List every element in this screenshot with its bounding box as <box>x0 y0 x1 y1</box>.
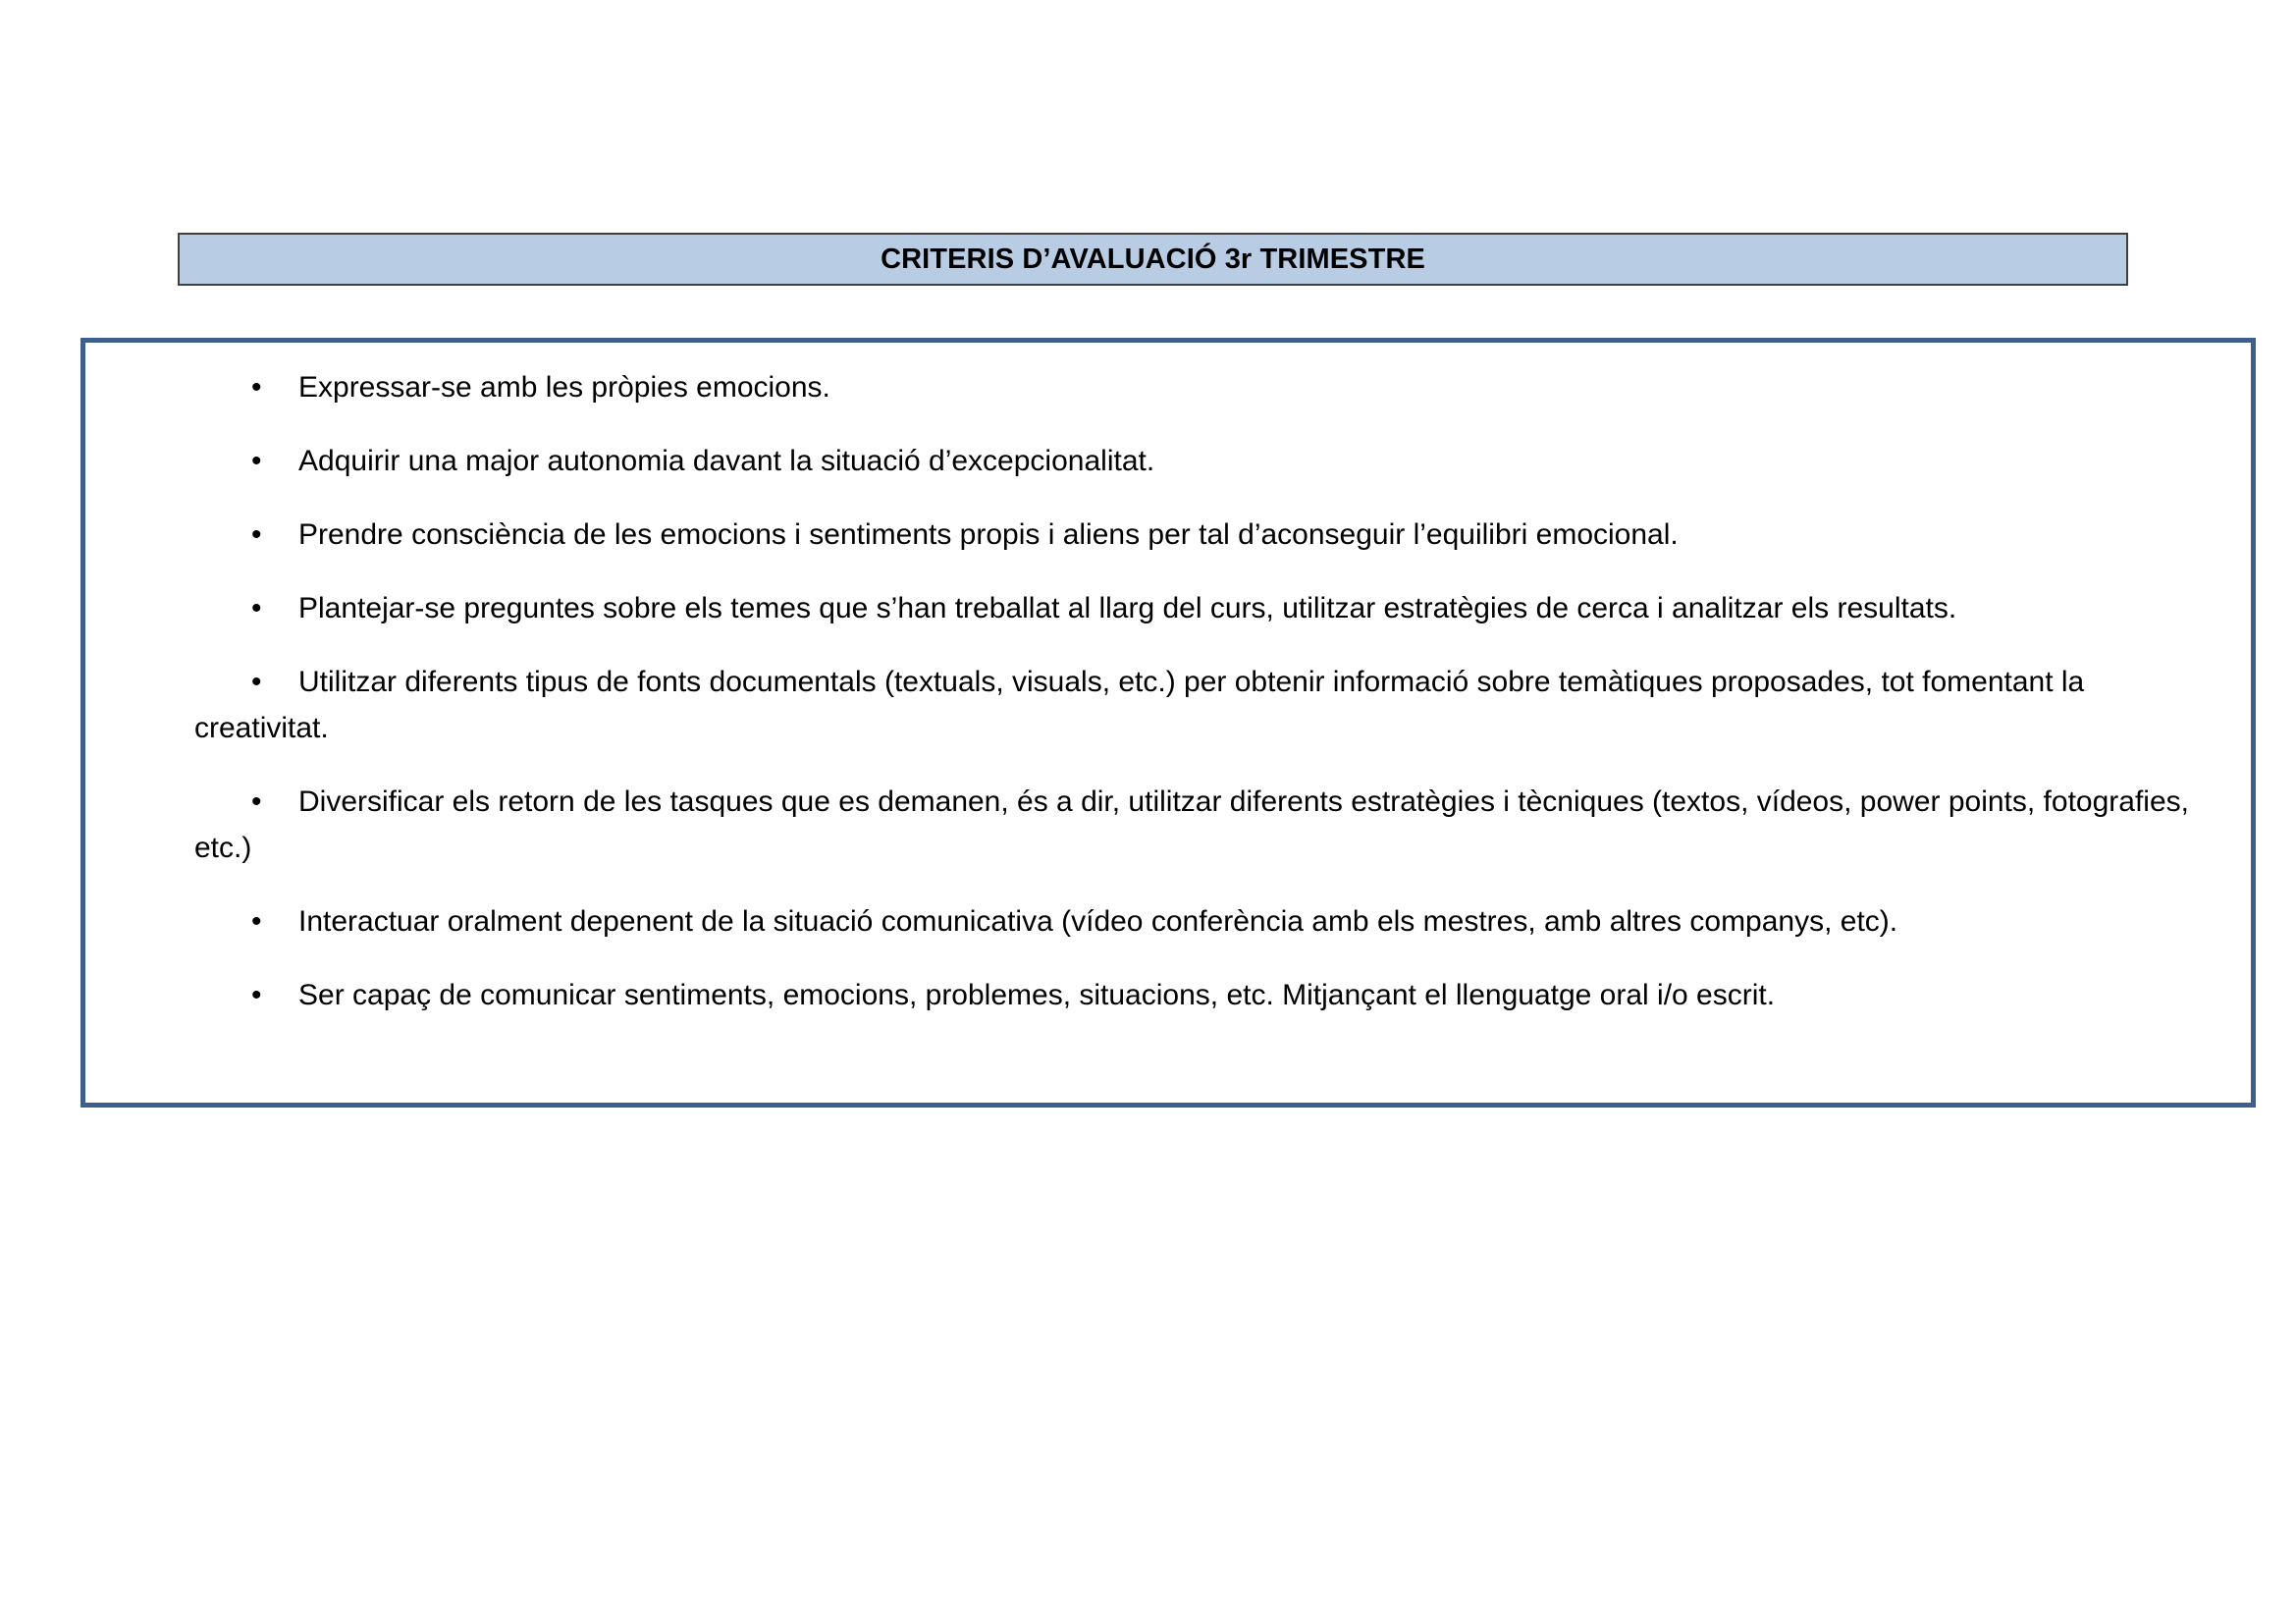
page-title: CRITERIS D’AVALUACIÓ 3r TRIMESTRE <box>881 243 1425 275</box>
bullet-icon: • <box>251 371 262 404</box>
title-bar <box>178 233 2128 286</box>
criterion-text: Prendre consciència de les emocions i sentiments propis i aliens per tal d’aconseguir l’equilibri emocional. <box>298 518 1679 551</box>
bullet-icon: • <box>251 785 262 818</box>
list-item <box>194 972 2197 1018</box>
bullet-icon: • <box>251 905 262 938</box>
criterion-text: Ser capaç de comunicar sentiments, emocions, problemes, situacions, etc. Mitjançant el llenguatge oral i/o escrit. <box>298 979 1776 1011</box>
bullet-icon: • <box>251 445 262 477</box>
criteria-box <box>80 338 2256 1108</box>
criterion-text: Diversificar els retorn de les tasques que es demanen, és a dir, utilitzar diferents estratègies i tècniques (textos, vídeos, power points, fotografies, etc.) <box>194 785 2189 864</box>
list-item <box>194 585 2197 631</box>
list-item <box>194 438 2197 484</box>
list-item <box>194 898 2197 945</box>
criterion-text: Interactuar oralment depenent de la situació comunicativa (vídeo conferència amb els mestres, amb altres companys, etc). <box>298 905 1898 938</box>
bullet-icon: • <box>251 979 262 1011</box>
list-item <box>194 512 2197 558</box>
bullet-icon: • <box>251 666 262 698</box>
criterion-text: Adquirir una major autonomia davant la situació d’excepcionalitat. <box>298 445 1155 477</box>
list-item <box>194 659 2197 751</box>
list-item <box>194 364 2197 410</box>
criterion-text: Plantejar-se preguntes sobre els temes que s’han treballat al llarg del curs, utilitzar estratègies de cerca i analitzar els resultats. <box>298 592 1957 624</box>
bullet-icon: • <box>251 592 262 624</box>
criterion-text: Utilitzar diferents tipus de fonts documentals (textuals, visuals, etc.) per obtenir informació sobre temàtiques proposades, tot fomentant la creativitat. <box>194 666 2085 744</box>
criterion-text: Expressar-se amb les pròpies emocions. <box>298 371 830 404</box>
bullet-icon: • <box>251 518 262 551</box>
list-item <box>194 779 2197 871</box>
